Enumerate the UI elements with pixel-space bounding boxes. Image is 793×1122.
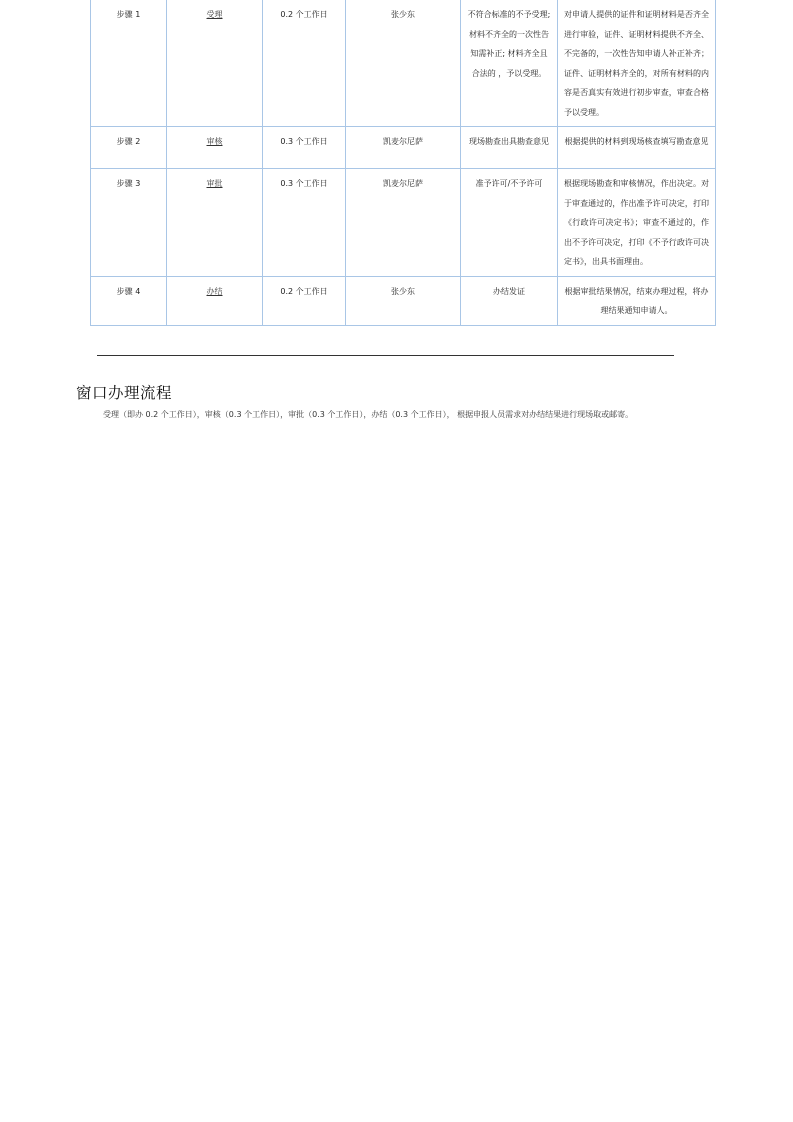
step-name-link[interactable] <box>167 169 263 277</box>
step-time: 0.3 个工作日 <box>263 127 346 169</box>
step-content: 对申请人提供的证件和证明材料是否齐全进行审验，证件、证明材料提供不齐全、不完备的，一次性告知申请人补正补齐；证件、证明材料齐全的，对所有材料的内容是否真实有效进行初步审查，审查合格予以受理。 <box>558 0 716 127</box>
step-number: 步骤 1 <box>91 0 167 127</box>
section-body: 受理（即办 0.2 个工作日），审核（0.3 个工作日），审批（0.3 个工作日），办结（0.3 个工作日）， 根据申报人员需求对办结结果进行现场取或邮寄。 <box>103 410 634 419</box>
table-row <box>91 127 716 169</box>
step-content: 根据现场勘查和审核情况，作出决定。对于审查通过的，作出准予许可决定，打印《行政许可决定书》；审查不通过的，作出不予许可决定，打印《不予行政许可决定书》，出具书面理由。 <box>558 169 716 277</box>
step-person: 张少东 <box>346 0 461 127</box>
step-criteria: 不符合标准的不予受理; 材料不齐全的一次性告知需补正; 材料齐全且合法的 ，予以受理。 <box>461 0 558 127</box>
table-row <box>91 276 716 325</box>
step-name-link[interactable] <box>167 0 263 127</box>
section-title: 窗口办理流程 <box>76 384 173 402</box>
step-name[interactable]: 受理 <box>206 10 223 19</box>
step-person: 凯麦尔尼萨 <box>346 169 461 277</box>
step-content: 根据审批结果情况，结束办理过程，将办理结果通知申请人。 <box>558 276 716 325</box>
step-name[interactable]: 审批 <box>206 179 223 188</box>
step-name[interactable]: 办结 <box>206 286 223 296</box>
step-name[interactable]: 审核 <box>206 137 223 146</box>
step-criteria: 现场勘查出具勘查意见 <box>461 127 558 169</box>
table-row <box>91 0 716 127</box>
step-time: 0.2 个工作日 <box>263 276 346 325</box>
section-divider <box>97 355 674 356</box>
step-content: 根据提供的材料到现场核查填写勘查意见 <box>558 127 716 169</box>
step-criteria: 准予许可/不予许可 <box>461 169 558 277</box>
table-row <box>91 169 716 277</box>
step-name-link[interactable] <box>167 276 263 325</box>
step-person: 凯麦尔尼萨 <box>346 127 461 169</box>
step-name-link[interactable] <box>167 127 263 169</box>
step-time: 0.2 个工作日 <box>263 0 346 127</box>
step-criteria: 办结发证 <box>461 276 558 325</box>
step-number: 步骤 3 <box>91 169 167 277</box>
step-number: 步骤 4 <box>91 276 167 325</box>
step-person: 张少东 <box>346 276 461 325</box>
process-steps-table <box>90 0 716 326</box>
step-time: 0.3 个工作日 <box>263 169 346 277</box>
step-number: 步骤 2 <box>91 127 167 169</box>
